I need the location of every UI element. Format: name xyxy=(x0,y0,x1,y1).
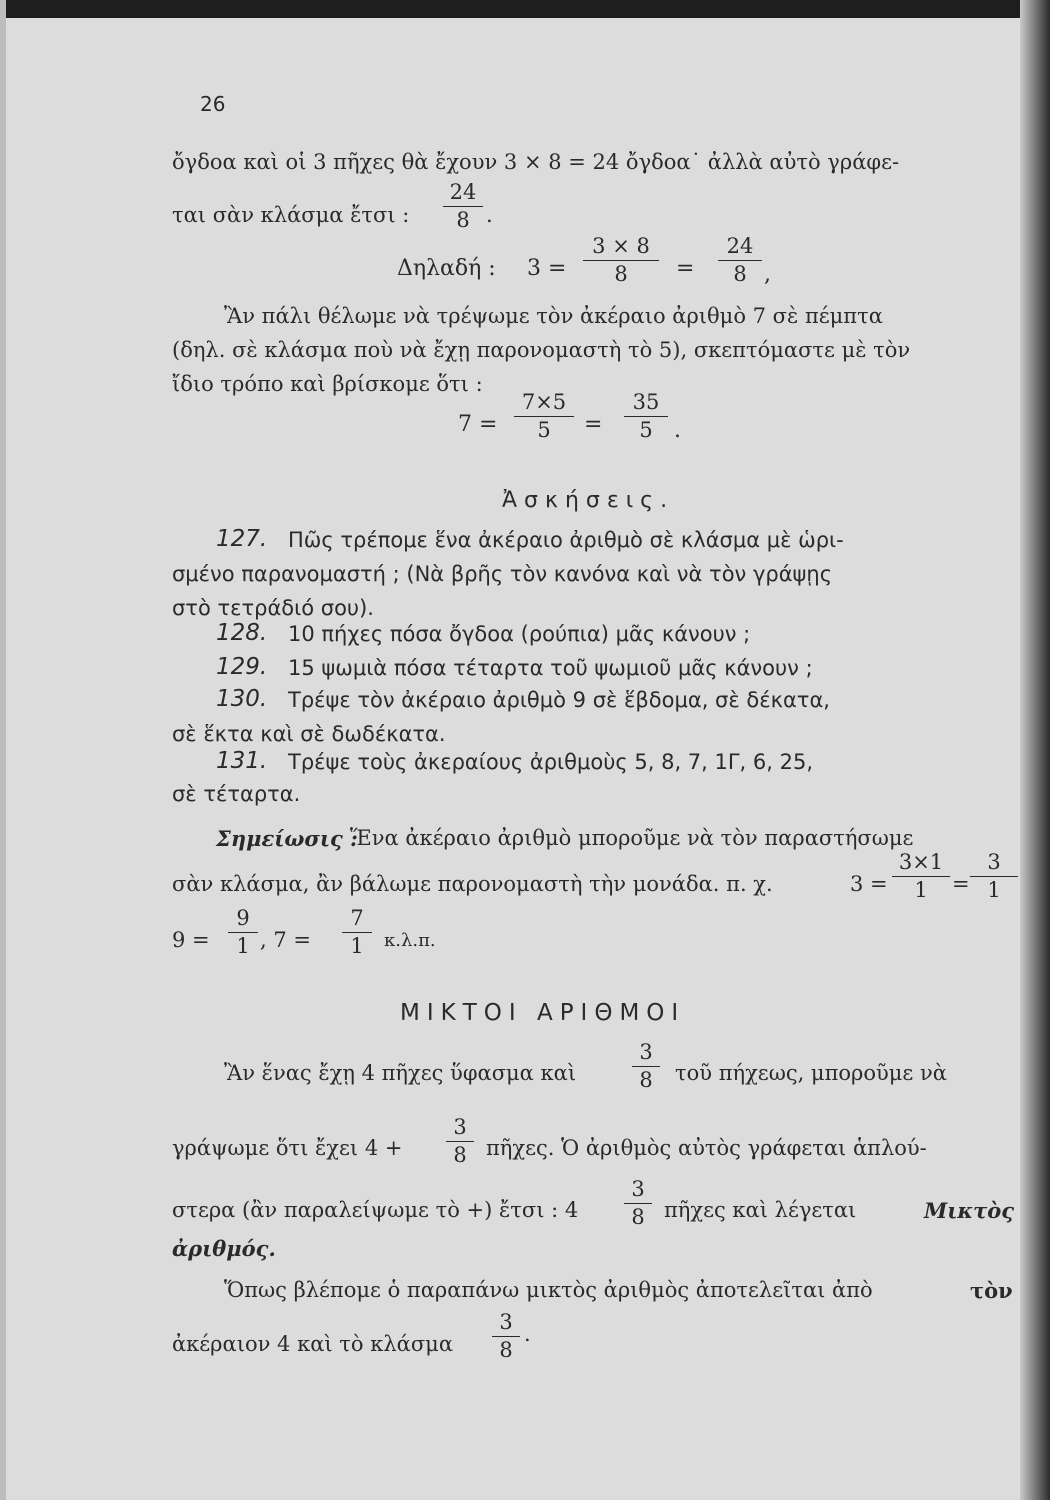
fraction-numerator: 7 xyxy=(350,906,364,930)
paragraph-1-line-1: ὄγδοα καὶ οἱ 3 πῆχες θὰ ἔχουν 3 × 8 = 24 ὄγδοα˙ ἀλλὰ αὐτὸ γράφε- xyxy=(172,150,900,174)
fraction-denominator: 5 xyxy=(537,418,551,442)
exercises-heading: Ἀσκήσεις. xyxy=(502,488,675,513)
exercise-127-line-3: στὸ τετράδιό σου). xyxy=(172,596,374,620)
note-fraction-a xyxy=(892,852,950,901)
mixed-line-5-bold: τὸν xyxy=(970,1278,1013,1303)
note-line-2: σὰν κλάσμα, ἂν βάλωμε παρονομαστὴ τὴν μονάδα. π. χ. xyxy=(172,872,773,896)
mixed-fraction-1 xyxy=(632,1042,660,1091)
note-fraction-9-1 xyxy=(228,908,258,957)
mixed-line-3a: στερα (ἂν παραλείψωμε τὸ +) ἔτσι : 4 xyxy=(172,1198,579,1222)
exercise-131-line-2: σὲ τέταρτα. xyxy=(172,782,301,806)
fraction-numerator: 3 xyxy=(987,850,1001,874)
fraction-numerator: 35 xyxy=(632,390,660,414)
mixed-fraction-6 xyxy=(492,1312,520,1361)
fraction-numerator: 3 xyxy=(631,1177,645,1201)
fraction-numerator: 7×5 xyxy=(521,390,567,414)
note-fraction-b xyxy=(970,852,1018,901)
fraction-denominator: 8 xyxy=(456,208,470,232)
term-number: ἀριθμός. xyxy=(172,1236,276,1261)
fraction-numerator: 3 xyxy=(639,1040,653,1064)
equals-sign: = xyxy=(952,872,970,896)
exercise-131-line-1: Τρέψε τοὺς ἀκεραίους ἀριθμοὺς 5, 8, 7, 1Γ, 6, 25, xyxy=(288,750,814,774)
fraction-denominator: 8 xyxy=(639,1068,653,1092)
fraction-denominator: 8 xyxy=(733,262,747,286)
fraction-denominator: 1 xyxy=(914,878,928,902)
fraction-24-8 xyxy=(443,182,483,231)
page-number: 26 xyxy=(200,92,226,116)
note-eq-9: 9 = xyxy=(172,928,210,952)
exercise-130-number: 130. xyxy=(216,686,268,712)
exercise-127-line-2: σμένο παρανομαστή ; (Νὰ βρῆς τὸν κανόνα καὶ νὰ τὸν γράψῃς xyxy=(172,562,833,586)
equation-1-lhs: 3 = xyxy=(527,256,567,281)
equation-1-fraction-b xyxy=(718,236,762,285)
scan-border-top xyxy=(0,0,1050,18)
paragraph-2-line-3: ἴδιο τρόπο καὶ βρίσκομε ὅτι : xyxy=(172,372,483,396)
note-eq-lhs: 3 = xyxy=(850,872,888,896)
exercise-127-line-1: Πῶς τρέπομε ἕνα ἀκέραιο ἀριθμὸ σὲ κλάσμα μὲ ὡρι- xyxy=(288,528,844,552)
fraction-numerator: 3×1 xyxy=(898,850,944,874)
mixed-line-6: ἀκέραιον 4 καὶ τὸ κλάσμα xyxy=(172,1332,453,1356)
exercise-128-text: 10 πήχες πόσα ὄγδοα (ρούπια) μᾶς κάνουν ; xyxy=(288,622,751,646)
term-mixed: Μικτὸς xyxy=(924,1198,1015,1223)
mixed-line-2b: πῆχες. Ὁ ἀριθμὸς αὐτὸς γράφεται ἁπλού- xyxy=(486,1136,927,1160)
fraction-numerator: 24 xyxy=(726,234,754,258)
fraction-numerator: 3 × 8 xyxy=(592,234,650,258)
equation-1-fraction-a xyxy=(583,236,659,285)
paragraph-1-line-2: ται σὰν κλάσμα ἔτσι : xyxy=(172,203,410,227)
note-eq-7: , 7 = xyxy=(260,928,311,952)
punctuation: . xyxy=(674,418,681,443)
punctuation: . xyxy=(524,1322,531,1346)
note-label: Σημείωσις : xyxy=(216,826,358,851)
note-etc: κ.λ.π. xyxy=(384,930,436,951)
fraction-denominator: 1 xyxy=(987,878,1001,902)
book-page xyxy=(0,18,1020,1500)
equation-2-fraction-b xyxy=(624,392,668,441)
punctuation: . xyxy=(486,203,493,227)
note-line-1: Ἕνα ἀκέραιο ἀριθμὸ μποροῦμε νὰ τὸν παραστήσωμε xyxy=(350,826,914,850)
fraction-numerator: 24 xyxy=(449,180,477,204)
equals-sign: = xyxy=(584,412,603,437)
punctuation: , xyxy=(764,262,771,287)
exercise-129-number: 129. xyxy=(216,654,268,680)
exercise-129-text: 15 ψωμιὰ πόσα τέταρτα τοῦ ψωμιοῦ μᾶς κάνουν ; xyxy=(288,656,813,680)
scan-border-right xyxy=(1020,0,1050,1500)
mixed-line-5: Ὅπως βλέπομε ὁ παραπάνω μικτὸς ἀριθμὸς ἀποτελεῖται ἀπὸ xyxy=(224,1278,873,1302)
mixed-line-3b: πῆχες καὶ λέγεται xyxy=(664,1198,857,1222)
section-title: ΜΙΚΤΟΙ ΑΡΙΘΜΟΙ xyxy=(400,1000,686,1026)
fraction-denominator: 1 xyxy=(350,934,364,958)
fraction-numerator: 3 xyxy=(499,1310,513,1334)
mixed-fraction-3 xyxy=(624,1179,652,1228)
fraction-denominator: 8 xyxy=(614,262,628,286)
exercise-131-number: 131. xyxy=(216,748,268,774)
exercise-130-line-1: Τρέψε τὸν ἀκέραιο ἀριθμὸ 9 σὲ ἕβδομα, σὲ δέκατα, xyxy=(288,688,830,712)
equation-1-label: Δηλαδή : xyxy=(397,256,496,281)
paragraph-2-line-1: Ἂν πάλι θέλωμε νὰ τρέψωμε τὸν ἀκέραιο ἀριθμὸ 7 σὲ πέμπτα xyxy=(224,304,883,328)
equals-sign: = xyxy=(676,256,695,281)
note-fraction-7-1 xyxy=(342,908,372,957)
exercise-128-number: 128. xyxy=(216,620,268,646)
mixed-fraction-2 xyxy=(446,1117,474,1166)
exercise-130-line-2: σὲ ἕκτα καὶ σὲ δωδέκατα. xyxy=(172,722,446,746)
equation-2-fraction-a xyxy=(514,392,574,441)
fraction-numerator: 3 xyxy=(453,1115,467,1139)
exercise-127-number: 127. xyxy=(216,526,268,552)
mixed-line-1b: τοῦ πήχεως, μποροῦμε νὰ xyxy=(675,1061,947,1085)
fraction-denominator: 8 xyxy=(453,1143,467,1167)
fraction-denominator: 8 xyxy=(631,1205,645,1229)
mixed-line-2a: γράψωμε ὅτι ἔχει 4 + xyxy=(172,1136,403,1160)
fraction-numerator: 9 xyxy=(236,906,250,930)
mixed-line-1a: Ἂν ἕνας ἔχῃ 4 πῆχες ὕφασμα καὶ xyxy=(224,1061,577,1085)
paragraph-2-line-2: (δηλ. σὲ κλάσμα ποὺ νὰ ἔχῃ παρονομαστὴ τὸ 5), σκεπτόμαστε μὲ τὸν xyxy=(172,338,911,362)
fraction-denominator: 1 xyxy=(236,934,250,958)
fraction-denominator: 5 xyxy=(639,418,653,442)
equation-2-lhs: 7 = xyxy=(458,412,498,437)
fraction-denominator: 8 xyxy=(499,1338,513,1362)
